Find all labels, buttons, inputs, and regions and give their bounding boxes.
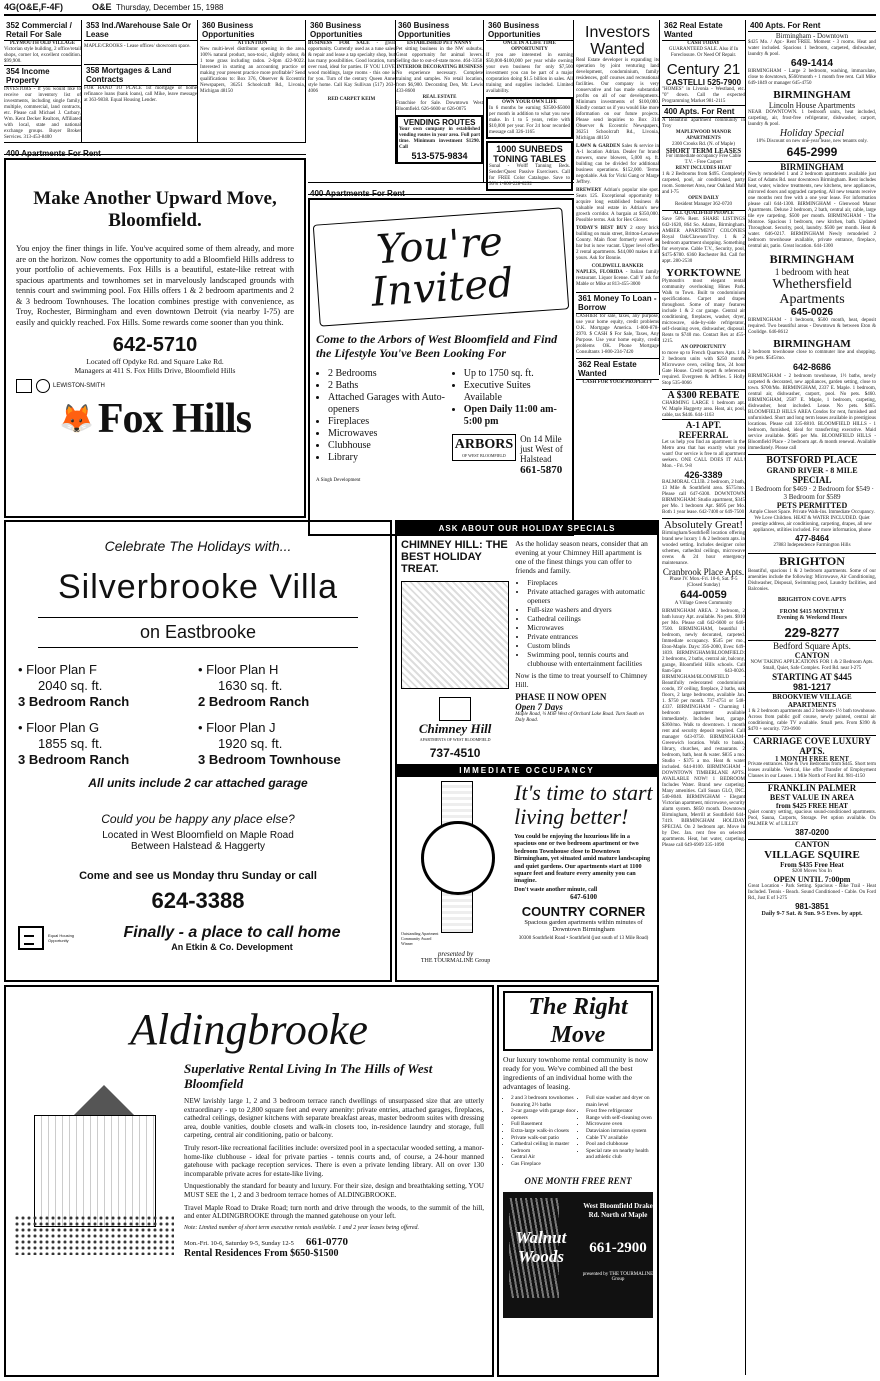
classified-col-4	[308, 20, 484, 182]
ad-cash-property: CASH FOR YOUR PROPERTY	[582, 380, 653, 385]
arbors-location: On 14 Mile just West of Halstead	[520, 434, 563, 464]
ad-pet-nanny: ESTABLISHED PET NANNY	[406, 41, 473, 46]
ad-aldingbrooke	[4, 985, 494, 1377]
ad-phone-387: 387-0200	[795, 828, 829, 837]
arbors-features-left	[316, 368, 452, 476]
ad-brewery-title: BREWERY	[576, 188, 602, 193]
plan-label: Floor Plan H	[206, 662, 279, 677]
walnut-logo: Walnut Woods	[515, 1227, 567, 1266]
ad-sunbeds-title: 1000 SUNBEDS TONING TABLES	[493, 144, 566, 164]
ad-whethersfield: Whethersfield Apartments	[772, 277, 852, 307]
ad-phone-645: 645-2999	[786, 145, 838, 159]
fox-hills-developer-row	[16, 379, 294, 393]
chimney-photo-icon	[401, 581, 509, 689]
walnut-feature: • Private walk-out patio	[511, 1135, 578, 1142]
ad-canton: CANTON	[794, 651, 830, 660]
silverbrooke-plans	[18, 662, 378, 768]
paper-name: O&E	[92, 2, 112, 12]
ad-all-qualified-body: Save 50% Rent. SHARE LISTINGS 642-1620, 864 So. Adams, Birmingham. AMBER APARTMENT COLONIES Royal Oak/Clawson/Troy. 1 & 2 bedroom apartment shopping. Something for everyone. Cable T.V., Security, pool, $475-$780. 6360 Rochester Rd. Call for appt. 280-2530	[662, 217, 745, 264]
ad-birmingham-2: BIRMINGHAM	[748, 161, 876, 172]
ad-business-sale: BUSINESS FOR SALE - great opportunity. Currently used as a tune sales & repair and lease a tap specialty shop, but has many possibilities. Good location, turn over road, ideal for parties. IF YOU LOVE wood moldings, large rooms - this one is for you. Turn of the century Queen Anne style home. Call Kay Sullivan (517) 263-4006	[308, 41, 395, 94]
walnut-phone: 661-2900	[589, 1239, 647, 1256]
aldingbrooke-hours: Mon.-Fri. 10-6, Saturday 9-5, Sunday 12-5	[184, 1239, 294, 1247]
walnut-feature: • Range with self-cleaning oven	[586, 1115, 653, 1122]
fox-hills-headline: Make Another Upward Move, Bloomfield.	[33, 188, 277, 231]
ad-short-term-body: For immediate occupancy Free Cable T.V. - Free Carport	[666, 154, 741, 165]
arbors-feature: • Open Daily 11:00 am-5:00 pm	[464, 404, 566, 428]
section-head-352: 352 Commercial / Retail For Sale	[4, 20, 81, 41]
walnut-free-rent: ONE MONTH FREE RENT	[524, 1175, 632, 1186]
fox-hills-body: You enjoy the finer things in life. You've acquired some of them already, and more are on the horizon. Now comes the opportunity to add a Bloomfield Hills address to your portfolio of achievements. Fox Hills is a beautiful, estate-like retreat with spacious apartments and townhomes set in marvelously landscaped grounds with tennis court and swimming pool. Fox Hills offers 1 & 2 bedroom apartments and 2 & 3 bedroom Townhouses. The location combines prestige with convenience, as Troy, Rochester, Birmingham and even downtown Detroit (via nearby I-75) are easily and quickly reached. Fox Hills. Some rewards come sooner than you think.	[16, 244, 294, 327]
ad-canton-2: CANTON	[748, 839, 876, 849]
ad-botsford-prices: 1 Bedroom for $469 · 2 Bedroom for $549 · 3 Bedroom for $589	[750, 485, 874, 501]
ad-maplewood-addr: 2300 Crooks Rd. (N. of Maple)	[672, 142, 735, 147]
silverbrooke-eho: Equal Housing Opportunity	[48, 933, 75, 943]
ad-birmingham: BIRMINGHAM	[773, 89, 851, 101]
ad-todays-buy: TODAY'S BEST BUY 2 story brick building on main street, Britton-Lenawee County. Main floor formerly served as bar but is now vacant. Upper level offers 2 rental apartments. $44,000 makes it all yours. Ask for Bonnie.	[576, 226, 659, 261]
chimney-banner-2: IMMEDIATE OCCUPANCY	[397, 764, 657, 777]
plan-type: 3 Bedroom Ranch	[18, 694, 130, 709]
ad-best-value: BEST VALUE IN AREA	[769, 793, 855, 802]
arbors-feature: • Microwaves	[328, 428, 452, 440]
ad-holiday-body: 10% Discount on new one-year lease, new tenants only.	[756, 139, 868, 144]
walnut-feature: • Full size washer and dryer on main level	[586, 1095, 653, 1108]
page-header	[4, 2, 876, 16]
ad-cash-today-body: GUARANTEED SALE. Also if In Foreclosure. Or Need Of Repair.	[668, 47, 739, 58]
ad-interior-body: No experience necessary. Complete training and samples. No retail location, from $6,900. Decorating Den, Mr. Lewis 433-8600	[396, 71, 483, 94]
ad-open-daily: OPEN DAILY	[688, 196, 719, 201]
ad-vending-title: VENDING ROUTES	[403, 118, 476, 127]
ad-lincoln-body: NEAR DOWNTOWN. 1 bedroom units, heat included, carpeting, air, frost-free refrigerator, dishwasher, carport, laundry & pool.	[748, 110, 876, 127]
ad-botsford: BOTSFORD PLACE	[748, 454, 876, 466]
walnut-location: West Bloomfield Drake Rd. North of Maple	[583, 1201, 653, 1219]
ad-walnut-woods	[497, 985, 659, 1377]
ad-naples: NAPLES, FLORIDA - Italian family restaurant. Liquor license. Call Y ask for Mable or Mike at 813-455-3000	[576, 270, 659, 287]
ad-brewery: BREWERY Adrian's popular nite spot. Seats 125. Exceptional opportunity to acquire long established business & valuable real estate in Adrian's new growth corridor. A bargain at $350,000. Possible terms. Ask for Hex Glover.	[576, 188, 659, 223]
ad-maplewood: MAPLEWOOD MANOR APARTMENTS	[675, 130, 732, 141]
plan-size: 2040 sq. ft.	[38, 678, 103, 693]
chimney-logo	[401, 697, 509, 760]
ad-birmingham-3: BIRMINGHAM	[769, 252, 855, 266]
arbors-phone: 661-5870	[520, 464, 563, 476]
classified-col-3	[200, 20, 306, 142]
ad-yorktowne: YORKTOWNE	[666, 267, 741, 279]
ad-castelli: CASTELLI 525-7900	[665, 78, 742, 87]
arbors-feature: • Clubhouse	[328, 440, 452, 452]
section-head-apartments-left	[4, 142, 306, 158]
plan-size: 1920 sq. ft.	[218, 736, 283, 751]
section-head-360a: 360 Business Opportunities	[200, 20, 305, 41]
ad-village-squire: VILLAGE SQUIRE	[764, 849, 860, 861]
country-sub: Spacious garden apartments within minutes of Downtown Birmingham	[524, 918, 643, 934]
ad-phone-981: 981-1217	[792, 682, 832, 692]
walnut-presented: presented by THE TOURMALINE Group	[582, 1271, 654, 1282]
ad-attention-body: New multi-level distributor opening in the area. 100% natural product, non-toxic, slightly odour, & 1 tone grass including radon. 2-6pm 422-9022. Interested in starting an accounting practice or making your present practice more profitable? Send qualifications to: Box 376, Observer & Eccentric Newspapers, 36251 Schoolcraft Rd., Livonia, Michigan 48150	[200, 47, 305, 94]
arbors-feature: • Fireplaces	[328, 416, 452, 428]
ad-brighton: BRIGHTON	[748, 553, 876, 569]
ad-lincoln: Lincoln House Apartments	[768, 101, 856, 110]
country-body: You could be enjoying the luxurious life in a spacious one or two bedroom apartment or two bedroom Townhouse close to Downtown Birmingham, yet situated amid mature landscaping and quiet gardens. Our apartments start at 1100 square feet and feature every amenity you can imagine.	[514, 833, 651, 885]
walnut-feature: • 2-car garage with garage door openers	[511, 1108, 578, 1121]
house-icon	[439, 697, 471, 721]
ad-from-425: from $425 FREE HEAT	[776, 802, 848, 810]
chimney-phase: PHASE II NOW OPEN	[515, 692, 607, 702]
developer-logo-icon	[36, 379, 50, 393]
ad-brookview: BROOKVIEW VILLAGE APARTMENTS	[748, 692, 876, 709]
section-head-400: 400 Apts. For Rent	[748, 20, 876, 32]
ad-mortgage: FOR HAND TO PLACE 1st mortgage or home refinance loans (bank loans), call Mike, leave message at 363-9838. Equal Housing Lender.	[84, 86, 197, 103]
ad-birmingham-large: BIRMINGHAM - Large 2 bedroom, washing, immaculate, close to downtown, $560/month + 1 month free rent. Call Mike 649-1849 or manager 645-4750	[748, 69, 876, 86]
classified-col-1	[4, 20, 82, 142]
arbors-feature: • Library	[328, 452, 452, 464]
plan-label: Floor Plan J	[206, 720, 276, 735]
ad-maple-crooks: MAPLE/CROOKS - Lease offices/ showroom space.	[84, 44, 191, 49]
plan-label: Floor Plan G	[26, 720, 100, 735]
section-head-360d: 360 Business Opportunities	[486, 20, 573, 41]
ad-todays-title: TODAY'S BEST BUY	[576, 226, 628, 231]
silverbrooke-happier: Could you be happy any place else?	[101, 812, 295, 826]
arbors-logo-sub: OF WEST BLOOMFIELD	[462, 453, 506, 458]
floor-plan-g: • Floor Plan G 1855 sq. ft. 3 Bedroom Ranch	[18, 720, 198, 768]
ad-grand-river: GRAND RIVER - 8 MILE	[766, 466, 858, 475]
walnut-feature: • Microwave oven	[586, 1121, 653, 1128]
chimney-features	[515, 578, 653, 668]
ad-special: SPECIAL	[792, 475, 832, 485]
walnut-feature: • Dataviaion intrusion system	[586, 1128, 653, 1135]
silverbrooke-between: Between Halstead & Haggerty	[131, 841, 265, 852]
ad-phone-229: 229-8277	[784, 625, 840, 640]
chimney-feature: • Private attached garages with automatic openers	[527, 587, 653, 605]
section-head-361: 361 Money To Loan - Borrow	[576, 292, 659, 314]
ad-silverbrooke	[4, 520, 392, 982]
aldingbrooke-p2: Truly resort-like recreational facilities include: oversized pool in a spectacular wooded setting, a manor-home-like clubhouse - ideal for private parties - tennis courts and, of course, a 24-hour manned gatehouse with package reception services. There is even a private lending library. All on over 130 incomparable private acres for estate-like living.	[184, 1143, 484, 1178]
ad-cranbrook-dev: A Village Green Community	[674, 601, 733, 606]
ad-vending-phone: 513-575-9834	[411, 151, 468, 161]
classified-col-6	[576, 20, 660, 385]
section-head-apartments-mid	[308, 182, 574, 198]
issue-date: Thursday, December 15, 1988	[116, 3, 224, 12]
ad-holiday-special: Holiday Special	[779, 128, 845, 139]
arbors-logo	[452, 434, 516, 461]
classified-col-8	[748, 20, 876, 1375]
ad-an-opportunity: AN OPPORTUNITY	[680, 345, 727, 350]
arbors-script: You're Invited	[313, 207, 570, 326]
ad-real-estate: REAL ESTATE	[422, 95, 457, 100]
ad-sunbeds-body: Sunal - Wolff Tanning Beds. Sender/Quest Passive Exercisers. Call for FREE Color Catalogue. Save to 50% 1-800-228-6292	[489, 164, 570, 187]
watch-icon	[411, 781, 501, 931]
ad-all-qualified: ALL QUALIFIED PEOPLE	[662, 210, 745, 217]
walnut-features-right	[578, 1095, 653, 1168]
walnut-logo-block	[503, 1192, 653, 1318]
ad-one-bedroom: 1 bedroom with heat	[774, 267, 850, 277]
country-logo: COUNTRY CORNER	[521, 903, 646, 919]
ad-short-term: SHORT TERM LEASES	[665, 147, 742, 155]
ad-vending	[396, 115, 483, 164]
ad-chimney-hill	[395, 520, 659, 982]
ad-investors: INVESTORS - If you would like to receive our inventory list of investments, including single family, multiple, commercial, land contracts, etc. Please call Michael J. Carbary, Wm. Kent Decker Realtors, Affiliated with local, state and national exchange groups. Buyer Broker Services. 313-453-8400	[4, 87, 81, 140]
silverbrooke-slogan: Finally - a place to call home	[123, 924, 341, 941]
arbors-feature: • Executive Suites Available	[464, 380, 566, 404]
ad-franklin: FRANKLIN PALMER	[748, 782, 876, 793]
ad-phone-426: 426-3389	[684, 470, 723, 480]
silverbrooke-phone: 624-3388	[151, 888, 245, 913]
walnut-features-left	[503, 1095, 578, 1168]
arbors-headline: Come to the Arbors of West Bloomfield and Find the Lifestyle You've Been Looking For	[316, 332, 558, 360]
walnut-intro: Our luxury townhome rental community is now ready for you. We've combined all the best ingredients of an individual home with the advantages of leasing.	[503, 1055, 649, 1091]
walnut-feature: • Central Air	[511, 1154, 578, 1161]
chimney-phone: 737-4510	[429, 746, 481, 760]
chimney-feature: • Custom blinds	[527, 641, 653, 650]
country-dont-wait: Don't waste another minute, call	[514, 886, 598, 893]
page-id: 4G(O&E,F-4F)	[4, 2, 64, 12]
ad-botsford-body: Ample Closet Space. Private Walk-Ins. Immediate Occupancy. We Love Children. HEAT & WATER INCLUDED. Quiet prestige address, air conditioning, carpeting, drapes, all new appliances, utilities included. For more information, phone	[749, 510, 875, 533]
ad-cranbrook: Cranbrook Place Apts.	[662, 567, 745, 577]
arbors-developer: A Singh Development	[316, 478, 361, 483]
walnut-feature: • 2 and 3 bedroom townhomes featuring 2½ baths	[511, 1095, 578, 1108]
section-head-353: 353 Ind./Warehouse Sale Or Lease	[84, 20, 197, 41]
walnut-headline: The Right Move	[503, 991, 653, 1051]
chimney-feature: • Microwaves	[527, 623, 653, 632]
ad-pet-nanny-body: Pet sitting business in the NW suburbs. Great opportunity for animal lovers. Selling due to out-of-state move. 464-3358	[396, 47, 483, 64]
fox-hills-phone: 642-5710	[112, 334, 198, 356]
ad-phone-981-3851: 981-3851	[795, 902, 829, 911]
plan-size: 1630 sq. ft.	[218, 678, 283, 693]
ad-evening: Evening & Weekend Hours	[776, 615, 848, 621]
plan-type: 3 Bedroom Townhouse	[198, 752, 341, 767]
chimney-feature: • Fireplaces	[527, 578, 653, 587]
chimney-intro: As the holiday season nears, consider that an evening at your Chimney Hill apartment is one of the finest things you can offer to friends and family.	[515, 539, 648, 575]
ad-one-month-free: 1 MONTH FREE RENT	[774, 755, 850, 763]
country-award: Outstanding Apartment Community Award Winner	[401, 931, 439, 946]
chimney-feature: • Cathedral ceilings	[527, 614, 653, 623]
section-head-360c: 360 Business Opportunities	[396, 20, 483, 41]
ad-birmingham-downtown: Birmingham - Downtown	[775, 32, 849, 40]
country-phone: 647-6100	[570, 892, 597, 901]
chimney-feature: • Swimming pool, tennis courts and clubhouse with entertainment facilities	[527, 650, 653, 668]
silverbrooke-subtitle: on Eastbrooke	[38, 617, 358, 648]
silverbrooke-come: Come and see us Monday thru Sunday or call	[79, 870, 317, 882]
ad-rebate: A $300 REBATE	[662, 389, 745, 401]
ad-once: ONCE IN A LIFE TIME OPPORTUNITY	[503, 41, 556, 52]
ad-balmoral: BALMORAL CLUB. 2 bedroom, 2 bath, 13 Mile & Southfield area. $575/mo. Please call 647-6300. DOWNTOWN BIRMINGHAM: Studio apartment, $345 per Mo. 1 bedroom Apt. $695 per Mo. Both 1 year lease. 642-7400 or 649-7500	[662, 480, 745, 515]
ad-pets: PETS PERMITTED	[776, 501, 848, 510]
ad-fox-hills	[4, 158, 306, 518]
silverbrooke-name: Silverbrooke Villa	[57, 568, 339, 606]
ad-botsford-addr: 27883 Independence Farmington Hills	[773, 543, 851, 548]
ad-bedford-body: NOW TAKING APPLICATIONS FOR 1 & 2 Bedroom Apts. Small, Quiet, Safe Complex. Ford Rd. near I-275	[750, 660, 874, 671]
chimney-directions: Maple Road, ¼ Mile West of Orchard Lake Road. Turn South on Daly Road.	[515, 712, 644, 723]
fox-logo-icon: 🦊	[58, 404, 94, 435]
floor-plan-h: • Floor Plan H 1630 sq. ft. 2 Bedroom Ranch	[198, 662, 378, 710]
ad-starting: STARTING AT $445	[772, 672, 852, 682]
section-head-362: 362 Real Estate Wanted	[662, 20, 745, 41]
ad-phone-645-0026: 645-0026	[790, 307, 834, 318]
chimney-open: Open 7 Days	[515, 702, 563, 712]
walnut-feature: • Cathedral ceiling in master bedroom	[511, 1141, 578, 1154]
walnut-feature: • Pool and clubhouse	[586, 1141, 653, 1148]
ad-phone-642: 642-8686	[792, 362, 832, 372]
chimney-logo-sub: APARTMENTS OF WEST BLOOMFIELD	[419, 737, 491, 742]
house-illustration-icon	[14, 1075, 178, 1275]
ad-brighton-cove: BRIGHTON COVE APTS	[777, 597, 847, 603]
ad-rent-includes-body: 1 & 2 Bedrooms from $495. Completely carpeted, pool, air conditioned, party room. Somerset Area, near Oakland Mall and I-75	[662, 172, 745, 195]
plan-size: 1855 sq. ft.	[38, 736, 103, 751]
ad-birmingham-4-body: 2 bedroom townhouse close to commuter line and shopping. No pets. $545/mo.	[748, 350, 876, 361]
ad-carriage: CARRIAGE COVE LUXURY APTS.	[748, 735, 876, 756]
floor-plan-f: • Floor Plan F 2040 sq. ft. 3 Bedroom Ranch	[18, 662, 198, 710]
ad-lawn-title: LAWN & GARDEN	[576, 144, 621, 149]
ad-phone-649: 649-1414	[790, 58, 834, 69]
section-head-354: 354 Income Property	[4, 65, 81, 87]
walnut-feature: • Gas Fireplace	[511, 1161, 578, 1168]
walnut-feature: • Extra-large walk-in closets	[511, 1128, 578, 1135]
chimney-headline: CHIMNEY HILL: THE BEST HOLIDAY TREAT.	[401, 539, 508, 575]
ad-investors-wanted-body: Real Estate developer is expanding its operation by joint venturing land development, condominium, family residences, golf courses and recreational facilities. Our company is very conservative and has made substantial profits on all of our developments. Minimum investments of $100,000. Kindly contact us if you would like more information on our future projects. Please send inquiries to Box 314 Observer & Eccentric Newspapers, 36251 Schoolcraft Rd., Livonia, Michigan 48150	[576, 58, 659, 141]
ad-red-carpet: RED CARPET KEIM	[327, 97, 376, 102]
section-head-360b: 360 Business Opportunities	[308, 20, 395, 41]
ad-lawn-garden: LAWN & GARDEN Sales & service in A-1 location Adrian. Dealer for brand mowers, snow blowers, 5,000 sq. ft. building can be divided for additional business operations. $152,000. Terms negotiable. Ask for Vicki Gang or Marge Jeffrey.	[576, 144, 659, 185]
ad-absolutely-body: Birmingham/Southfield location offering brand new luxury 1 & 2 bedroom apts. in wooded setting. Includes designer color schemes, cathedral ceilings, microwave ovens & 24 hour emergency maintenance.	[662, 531, 745, 566]
arbors-feature: • 2 Baths	[328, 380, 452, 392]
ad-own-title: OWN YOUR OWN LIFE	[502, 100, 557, 105]
silverbrooke-celebrate: Celebrate The Holidays with...	[104, 538, 292, 554]
arbors-logo-text: ARBORS	[454, 437, 514, 452]
plan-label: Floor Plan F	[26, 662, 97, 677]
arbors-features-right	[452, 368, 566, 428]
ad-daily-hours: Daily 9-7 Sat. & Sun. 9-5 Eves. by appt.	[761, 911, 863, 917]
ad-century21: Century 21	[666, 61, 741, 78]
ad-attention: ATTENTION	[237, 41, 268, 46]
arbors-feature: • Attached Garages with Auto-openers	[328, 392, 452, 416]
ad-a1-apt-body: Let us help you find an apartment in the Metro area that has exactly what you want! Our service is free to all apartment seekers. ONE CALL DOES IT ALL! Mon. - Fri. 9-8	[662, 440, 745, 469]
ad-brookview-body: 1 & 2 bedroom apartments and 2 bedroom-1½ bath townhouse. Across from public golf course, newly painted, central air conditioning, cable TV available. Small pets. From $390 & $470 + security. 729-0900	[748, 709, 876, 732]
ad-birmingham-4: BIRMINGHAM	[773, 338, 851, 350]
eho-icon	[16, 379, 32, 393]
classified-col-5	[486, 20, 574, 187]
aldingbrooke-p1: NEW lavishly large 1, 2 and 3 bedroom terrace ranch dwellings of unsurpassed size that are utterly extraordinary - up to 2,800 square feet and every amenity: private entries, attached garages, fireplaces, cathedral ceilings, designer kitchens with separate breakfast areas, master bedroom suites with dressing area, double vanities, double closets and walk-in closets too, in-residence laundry and storage, full carpeting, central air conditioning, patio or balcony.	[184, 1097, 484, 1140]
ad-bedford: Bedford Square Apts.	[748, 640, 876, 651]
ad-birmingham-downtown-body: $425 Mo. / Apr.- Rent FREE. Moment - 3 rooms. Heat and water included. Spacious 1 bedroom, carpeted, dishwasher, laundry & pool.	[748, 40, 876, 57]
ad-brighton-body: Beautiful, spacious 1 & 2 bedroom apartments. Some of our amenities include the following: Microwave, Air Conditioning, Dishwasher, Disposal, Swimming pool, Laundry facilities, and Balconies.	[748, 569, 876, 592]
country-address: 30300 Southfield Road • Southfield (just south of 13 Mile Road)	[518, 936, 649, 942]
walnut-feature: • Cable TV available	[586, 1135, 653, 1142]
plan-type: 3 Bedroom Ranch	[18, 752, 130, 767]
ad-birmingham-2-body: Newly remodeled 1 and 2 bedroom apartments available just East of Adams Rd. near downtown Birmingham. Rent includes heat, water, window treatments, new kitchens, new appliances, mirrored doors and upgraded carpeting. All new tenants receive one months rent free with a one year lease. For information please call 644-1300. BIRMINGHAM - Glenwood Manor Apartments. Deluxe 2 bedroom, 2 bath, central air, cable, large tile eye carpeting. $500 per month. BIRMINGHAM - The Monroe. Spacious 1 bedroom, new kitchen, bath. Updated Throughout. Security, pool, laundry. $500 per month. Heat & water. 646-0217. BIRMINGHAM Newly remodeled 2 bedroom townhouse available, private entrance, fireplace, central air, patio. Great location. 644-1300	[748, 172, 876, 249]
ad-naples-title: NAPLES, FLORIDA	[576, 270, 623, 275]
ad-an-opportunity-body: to move up to French Quarters Apts. 1 & 2 bedroom units with $250 month. Microwave oven, ceiling fans, 24 hour Gate House. Credit report & references required. Evergreen & Jeffries. 5 Holly Stop 535-0066	[662, 351, 745, 386]
chimney-invite: Now is the time to treat yourself to Chimney Hill.	[515, 671, 648, 689]
ad-from-435: From $435 Free Heat	[780, 861, 844, 869]
section-head-400c: 400 Apartments For Rent	[310, 189, 405, 198]
silverbrooke-developer: An Etkin & Co. Development	[171, 942, 293, 952]
ad-plymouth-body: Victorian style building, 2 office/retail shops, corner lot, excellent condition. $99,900.	[4, 47, 81, 64]
fox-hills-developer: LEWISTON-SMITH	[53, 383, 105, 389]
ad-coldwell: COLDWELL BANKER	[591, 264, 644, 269]
ad-cranbrook-sub: Phase IV. Mon.-Fri. 10-6, Sat. 9-5 (Closed Sunday)	[669, 577, 738, 588]
ad-phone-644: 644-0059	[680, 589, 727, 601]
fox-hills-location: Located off Opdyke Rd. and Square Lake Rd.	[86, 357, 224, 366]
silverbrooke-garage: All units include 2 car attached garage	[88, 776, 308, 790]
floor-plan-j: • Floor Plan J 1920 sq. ft. 3 Bedroom Townhouse	[198, 720, 378, 768]
classified-col-2	[84, 20, 198, 142]
chimney-banner: ASK ABOUT OUR HOLIDAY SPECIALS	[397, 522, 657, 535]
section-head-362b: 362 Real Estate Wanted	[576, 358, 659, 380]
ad-maplewood-intro: A Beautiful apartment community in Troy	[662, 118, 745, 129]
aldingbrooke-p4: Travel Maple Road to Drake Road; turn north and drive through the woods, to the summit of the hill, and enter ALDINGBROOKE through the manned gatehouse on your left.	[184, 1203, 484, 1221]
ad-business-sale-title: BUSINESS FOR SALE	[308, 41, 370, 46]
ad-from-415: FROM $415 MONTHLY	[779, 609, 845, 615]
walnut-feature: • Full Basement	[511, 1121, 578, 1128]
chimney-feature: • Private entrances	[527, 632, 653, 641]
aldingbrooke-name: Aldingbrooke	[130, 1005, 368, 1054]
ad-rent-includes: RENT INCLUDES HEAT	[675, 166, 732, 171]
country-presented: presented by	[437, 950, 474, 958]
ad-franklin-body: Quiet country setting, spacious sound-conditioned apartments. Pool, Sauna, Carports, Storage. Pet option available. On PALMER W. of LILLEY	[748, 810, 876, 827]
ad-village-squire-more: Great Location - Park Setting. Spacious - Bike Trail - Heat Included. Tennis - Beach. Sound Conditioned - Cable. On Ford Rd., Just E of I-275	[748, 884, 876, 901]
country-presenter: THE TOURMALINE Group	[420, 958, 491, 964]
fox-hills-logo: Fox Hills	[97, 396, 252, 442]
ad-absolutely: Absolutely Great!	[663, 519, 744, 531]
ad-open-daily-body: Resident Manager 362-0720	[675, 202, 732, 207]
walnut-feature: • Special rate on nearby health and athletic club	[586, 1148, 653, 1161]
aldingbrooke-subtitle: Superlative Rental Living In The Hills of West Bloomfield	[184, 1061, 433, 1091]
fox-hills-managers: Managers at 411 S. Fox Hills Drive, Bloomfield Hills	[74, 366, 236, 375]
arbors-feature: • 2 Bedrooms	[328, 368, 452, 380]
ad-arbors	[308, 198, 574, 536]
plan-type: 2 Bedroom Ranch	[198, 694, 310, 709]
section-head-400b: 400 Apartments For Rent	[6, 149, 101, 158]
eho-logo-icon	[18, 926, 44, 950]
ad-village-squire-body: $200 Moves You In	[792, 869, 832, 874]
ad-cash-today: CASH TODAY	[687, 41, 720, 46]
arbors-feature: • Up to 1750 sq. ft.	[464, 368, 566, 380]
ad-vending-body: Your own company in established vending routes in your area. Full part time. Minimum investment $1290. Call	[399, 127, 480, 150]
ad-investors-wanted: Investors Wanted	[585, 24, 650, 58]
ad-homes: "HOMES" in Livonia - Westland, etc. "0" down. Call the expected Programming Market 981-2115	[662, 87, 745, 104]
classified-col-7	[662, 20, 746, 1375]
ad-once-body: If you are interested in earning $50,000-$100,000 per year while owning your own business for only $7,500 investment you can be part of a major corporation doing $1.5 billion in sales. All training and supplies included. Limited availability.	[486, 53, 573, 94]
ad-rebate-body: CHARMING LARGE 1 bedroom apt. W. Maple Haggerty area. Heat, air, pool, cable, tax $446. 644-1163	[662, 401, 745, 418]
ad-open-until: OPEN UNTIL 7:00pm	[773, 875, 851, 884]
ad-cashier: CASHIER for sale, taxes, any purpose, use your home equity, credit problems O.K. Mortgage America. 1-800-878-2970. $ CASH $ For Sale, Taxes, Any Purpose. Use your home equity, credit problems OK. Phone Mortgage Consultants 1-800-234-7420	[576, 314, 659, 355]
country-headline: It's time to start living better!	[514, 780, 653, 829]
walnut-feature: • Frost free refrigerator	[586, 1108, 653, 1115]
ad-own-body: In 6 months be earning $3500-$5000 per month in addition to what you now make. In 1 to 5 years, retire with $10,000 per year. For 24 hour recorded message call 326-1165	[489, 106, 570, 135]
ad-a1-apt: A-1 APT. REFERRAL	[662, 419, 745, 440]
aldingbrooke-phone: 661-0770	[305, 1235, 349, 1248]
section-head-358: 358 Mortgages & Land Contracts	[84, 64, 197, 86]
aldingbrooke-rentals: Rental Residences From $650-$1500	[184, 1247, 339, 1259]
ad-birmingham-5: BIRMINGHAM - 2 bedroom townhouse, 1½ baths, newly carpeted & decorated, new appliances, garden setting, close to town. $700/Mo. BIRMINGHAM, 2337 E. Maple. 1 bedroom, central air, dishwasher, carport, pool. No pets. $460. BIRMINGHAM, 2587 E. Maple, 1 bedroom, carpeting, dishwasher, heat included. Lease. No pets. $465. BLOOMFIELD HILLS AREA Condos for rent, furnished and unfurnished. Short and long term leases available in prestigious locations. Please call 335-8810. BLOOMFIELD HILLS - 1 bedroom, furnished, ideal for transferring executive. Maid service available. $685 per Mo. BLOOMFIELD HILLS - Bloomfield Place - 2 bedroom apt. & month renewal. Available immediately. Please call	[748, 374, 876, 451]
ad-plymouth: PLYMOUTH OLD VILLAGE	[9, 41, 76, 46]
silverbrooke-location: Located in West Bloomfield on Maple Road	[102, 830, 294, 841]
ad-birmingham-list: BIRMINGHAM AREA. 2 bedroom, 2 bath luxury Apt. available. No pets. $910 per Mo. Please call 642-6600 or 646-7500. BIRMINGHAM, beautiful 1 bedroom, newly decorated, carpeted. Immediate occupancy. $545 per mo., Eton-Maple. Days: 356-2000, Eves: 649-1839. BIRMINGHAM/BLOOMFIELD: 2 bedrooms, 2 baths, central air, balcony, garage, Bloomfield Hills schools. Call 8am-5pm 643-0026. BIRMINGHAM/BLOOMFIELD - Beautifully redecorated condominium condo, 19' ceiling, fireplace, 2 baths, oak floors, 2 large bedrooms, available Jan. 1. $750 per month. 737-4751 or 548-4337. BIRMINGHAM - Charming 1 bedroom apartment available immediately. Includes heat, garage. $360/mo. Walk to downtown. 1 month rent and security deposit required. Call manager 643-0750. BIRMINGHAM-Greenwich location. Walk to banks, library, churches, and restaurants. 2 bedroom, bath, heat & water. $835 a mo. Studio - $375 a mo. Heat & water included. 644-8100. BIRMINGHAM - DOWNTOWN TIMBERLANE APTS. AVAILABLE NOW! 1 BEDROOM Includes Water. Brand new carpeting. Many amenities. Call Susan GLO, INC. 540-8040. BIRMINGHAM - Elegant Victorian apartment, microwave, security alarm system. $850 month. Downtown Birmingham, Merrill at Southfield 644-7419. BIRMINGHAM HOLIDAY SPECIAL On 2 bedroom apt. Move in by Dec. Jan. rent free on selected apartments. Heat, hot water, carpeting. Please call 649-6909 335-1090	[662, 609, 745, 848]
ad-own	[486, 97, 573, 139]
ad-carriage-body: Private entrances. One & Two Bedrooms from $445. Short term leases available. Vertical, like offer Transfer of Employment Clauses in our Leases. 1 Mile North of Ford Rd. 981-4150	[748, 762, 877, 779]
aldingbrooke-note: Note: Limited number of short term executive rentals available. 1 and 2 year leases being offered.	[184, 1224, 420, 1231]
fox-hills-logo-row	[16, 395, 294, 443]
section-head-400d: 400 Apts. For Rent	[662, 105, 745, 118]
chimney-logo-text: Chimney Hill	[418, 721, 492, 736]
chimney-feature: • Full-size washers and dryers	[527, 605, 653, 614]
ad-real-estate-body: Franchise for Sale. Downtown West Bloomfield. 626-6600 or 626-0075	[396, 101, 483, 112]
ad-yorktowne-body: Plymouth's most elegant rental community overlooking Hines Park. Walk to Town. Built to condominium specifications. Carpet and drapes throughout. Some of many features include 1 & 2 car garage. Central air conditioning, fireplaces, washer, dryer, microwave, side-by-side refrigerator, self-cleaning oven, dishwasher, disposal. Rents to $740 mo. Contact Rex at 455-1215.	[662, 279, 745, 344]
ad-phone-477: 477-8464	[795, 534, 829, 543]
ad-interior: INTERIOR DECORATING BUSINESS	[396, 65, 483, 70]
aldingbrooke-p3: Unquestionably the standard for beauty and luxury. For their size, design and breathtaking setting, YOU MUST SEE the 1, 2 and 3 bedroom terrace homes of ALDINGBROOKE.	[184, 1182, 484, 1199]
ad-birmingham-more: BIRMINGHAM - 1 bedroom, $500 month, heat, deposit required. Two beautiful areas - Downtown & between Eton & Coolidge. 646-8612	[748, 318, 876, 335]
